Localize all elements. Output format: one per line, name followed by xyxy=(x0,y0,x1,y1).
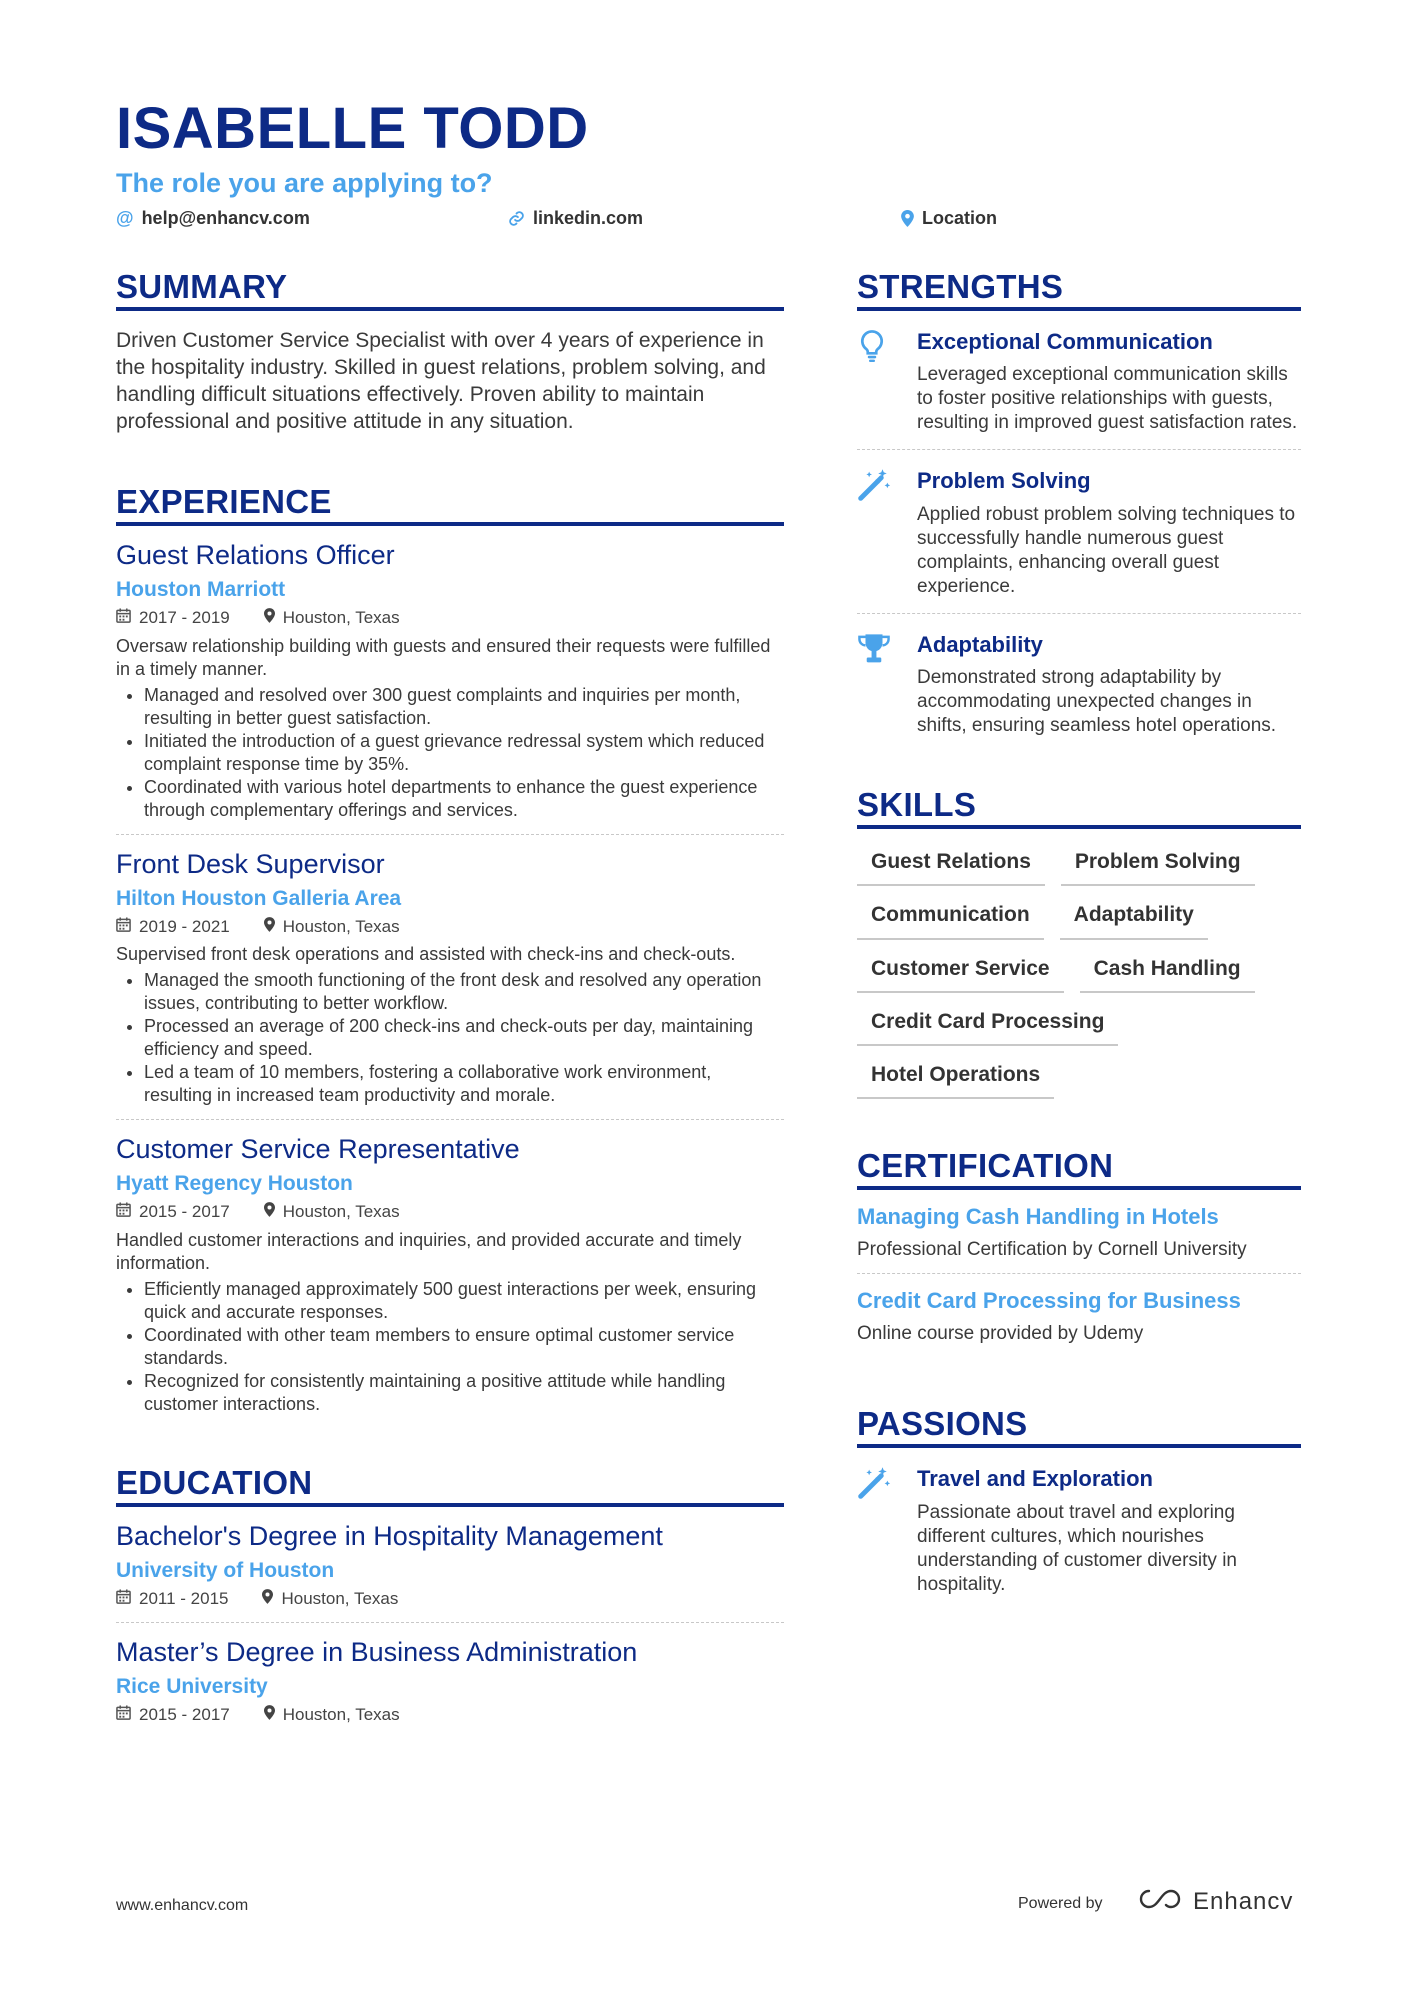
magic-wand-icon xyxy=(857,489,891,506)
calendar-icon xyxy=(116,608,131,628)
job-bullets xyxy=(116,1278,784,1416)
strengths-heading: STRENGTHS xyxy=(857,270,1301,311)
strength-description: Leveraged exceptional communication skills to foster positive relationships with guests, resulting in improved guest satisfaction rates. xyxy=(917,364,1298,434)
brand-name: Enhancv xyxy=(1193,1887,1294,1915)
passion-description: Passionate about travel and exploring different cultures, which nourishes understanding of customer diversity in hospitality. xyxy=(917,1501,1237,1595)
candidate-name: ISABELLE TODD xyxy=(116,96,589,161)
certification-issuer: Professional Certification by Cornell University xyxy=(857,1238,1247,1260)
location-pin-icon xyxy=(901,210,914,227)
skill-tag: Credit Card Processing xyxy=(857,1007,1118,1046)
experience-entry xyxy=(116,526,784,835)
skill-tag: Hotel Operations xyxy=(857,1060,1054,1099)
school-name: Rice University xyxy=(116,1674,268,1698)
strength-item xyxy=(857,614,1301,752)
education-dates: 2015 - 2017 xyxy=(139,1704,230,1724)
degree-title: Master’s Degree in Business Administration xyxy=(116,1636,638,1667)
calendar-icon xyxy=(116,1705,131,1725)
skills-heading: SKILLS xyxy=(857,788,1301,829)
strength-title: Problem Solving xyxy=(917,468,1091,494)
job-location: Houston, Texas xyxy=(282,916,400,936)
education-heading: EDUCATION xyxy=(116,1466,784,1507)
job-description: Supervised front desk operations and assisted with check-ins and check-outs. xyxy=(116,944,736,965)
skill-tag: Guest Relations xyxy=(857,847,1045,886)
location-pin-icon xyxy=(262,1589,273,1609)
job-bullet: • Managed the smooth functioning of the front desk and resolved any operation issues, contributing to better workflow. xyxy=(144,969,784,1015)
strength-title: Adaptability xyxy=(917,631,1043,657)
job-title: Guest Relations Officer xyxy=(116,540,395,570)
education-meta xyxy=(116,1705,784,1725)
job-location: Houston, Texas xyxy=(282,608,400,628)
education-location: Houston, Texas xyxy=(281,1589,399,1609)
certification-item xyxy=(857,1274,1301,1357)
education-entry xyxy=(116,1507,784,1623)
passion-title: Travel and Exploration xyxy=(917,1466,1153,1492)
experience-heading: EXPERIENCE xyxy=(116,485,784,526)
contact-linkedin[interactable] xyxy=(508,209,643,227)
job-bullet: • Led a team of 10 members, fostering a collaborative work environment, resulting in increased team productivity and morale. xyxy=(144,1061,784,1107)
strength-item xyxy=(857,311,1301,450)
link-icon xyxy=(508,210,525,227)
skill-tag: Adaptability xyxy=(1060,900,1208,939)
calendar-icon xyxy=(116,1202,131,1222)
certification-item xyxy=(857,1190,1301,1274)
left-column xyxy=(116,270,784,1737)
certification-issuer: Online course provided by Udemy xyxy=(857,1322,1144,1344)
location-pin-icon xyxy=(264,917,275,937)
job-dates: 2019 - 2021 xyxy=(139,916,230,936)
education-meta xyxy=(116,1589,784,1609)
job-dates: 2017 - 2019 xyxy=(139,608,230,628)
degree-title: Bachelor's Degree in Hospitality Management xyxy=(116,1520,663,1551)
certification-title: Managing Cash Handling in Hotels xyxy=(857,1204,1219,1230)
skill-tag: Communication xyxy=(857,900,1044,939)
job-meta xyxy=(116,1202,784,1222)
email-text: help@enhancv.com xyxy=(141,208,310,228)
infinity-logo-icon xyxy=(1137,1887,1183,1916)
school-name: University of Houston xyxy=(116,1558,335,1582)
job-bullet: • Coordinated with various hotel departments to enhance the guest experience through complementary offerings and services. xyxy=(144,776,784,822)
location-pin-icon xyxy=(264,1202,275,1222)
skill-tag: Customer Service xyxy=(857,954,1064,993)
company-name: Hyatt Regency Houston xyxy=(116,1172,353,1196)
brand-logo[interactable] xyxy=(1137,1887,1293,1916)
job-meta xyxy=(116,917,784,937)
experience-entry xyxy=(116,1120,784,1428)
job-bullet: • Recognized for consistently maintaining a positive attitude while handling customer interactions. xyxy=(144,1370,784,1416)
certification-title: Credit Card Processing for Business xyxy=(857,1288,1241,1314)
job-bullet: • Coordinated with other team members to ensure optimal customer service standards. xyxy=(144,1324,784,1370)
company-name: Hilton Houston Galleria Area xyxy=(116,886,402,910)
location-pin-icon xyxy=(264,1705,275,1725)
skills-list xyxy=(857,847,1301,1099)
powered-by-label: Powered by xyxy=(1018,1895,1103,1912)
strength-title: Exceptional Communication xyxy=(917,329,1213,354)
skill-tag: Problem Solving xyxy=(1061,847,1255,886)
job-location: Houston, Texas xyxy=(282,1202,400,1222)
company-name: Houston Marriott xyxy=(116,578,286,602)
strength-item xyxy=(857,450,1301,613)
contact-location xyxy=(901,209,997,227)
job-meta xyxy=(116,608,784,628)
certification-heading: CERTIFICATION xyxy=(857,1149,1301,1190)
job-bullet: • Processed an average of 200 check-ins and check-outs per day, maintaining efficiency and speed. xyxy=(144,1015,784,1061)
job-description: Oversaw relationship building with guests and ensured their requests were fulfilled in a timely manner. xyxy=(116,635,771,679)
lightbulb-icon xyxy=(857,350,887,367)
role-title: The role you are applying to? xyxy=(116,168,493,198)
calendar-icon xyxy=(116,1589,131,1609)
education-dates: 2011 - 2015 xyxy=(139,1589,229,1609)
location-pin-icon xyxy=(264,608,275,628)
location-text: Location xyxy=(922,208,997,228)
job-bullet: • Initiated the introduction of a guest grievance redressal system which reduced complaint response time by 35%. xyxy=(144,730,784,776)
education-location: Houston, Texas xyxy=(282,1704,400,1724)
job-bullet: • Managed and resolved over 300 guest complaints and inquiries per month, resulting in better guest satisfaction. xyxy=(144,684,784,730)
linkedin-text: linkedin.com xyxy=(533,208,644,228)
job-bullet: • Efficiently managed approximately 500 guest interactions per week, ensuring quick and accurate responses. xyxy=(144,1278,784,1324)
footer-url[interactable]: www.enhancv.com xyxy=(116,1897,249,1914)
passion-item xyxy=(857,1448,1301,1610)
passions-heading: PASSIONS xyxy=(857,1407,1301,1448)
job-title: Front Desk Supervisor xyxy=(116,848,385,879)
education-entry xyxy=(116,1623,784,1738)
magic-wand-icon xyxy=(857,1487,891,1504)
job-dates: 2015 - 2017 xyxy=(139,1202,230,1222)
job-description: Handled customer interactions and inquiries, and provided accurate and timely information. xyxy=(116,1229,742,1273)
strength-description: Applied robust problem solving techniques to successfully handle numerous guest complaints, enhancing overall guest experience. xyxy=(917,503,1296,597)
trophy-icon xyxy=(857,653,891,670)
calendar-icon xyxy=(116,917,131,937)
at-icon: @ xyxy=(116,208,134,228)
skill-tag: Cash Handling xyxy=(1080,954,1255,993)
job-title: Customer Service Representative xyxy=(116,1134,520,1165)
job-bullets xyxy=(116,969,784,1107)
summary-text: Driven Customer Service Specialist with over 4 years of experience in the hospitality industry. Skilled in guest relations, problem solving, and handling difficult situations effectively. Proven ability to maintain professional and positive attitude in any situation. xyxy=(116,329,766,433)
contact-email[interactable] xyxy=(116,209,310,227)
experience-entry xyxy=(116,835,784,1121)
job-bullets xyxy=(116,684,784,822)
summary-heading: SUMMARY xyxy=(116,270,784,311)
strength-description: Demonstrated strong adaptability by accommodating unexpected changes in shifts, ensuring seamless hotel operations. xyxy=(917,667,1277,737)
right-column xyxy=(857,270,1301,1611)
